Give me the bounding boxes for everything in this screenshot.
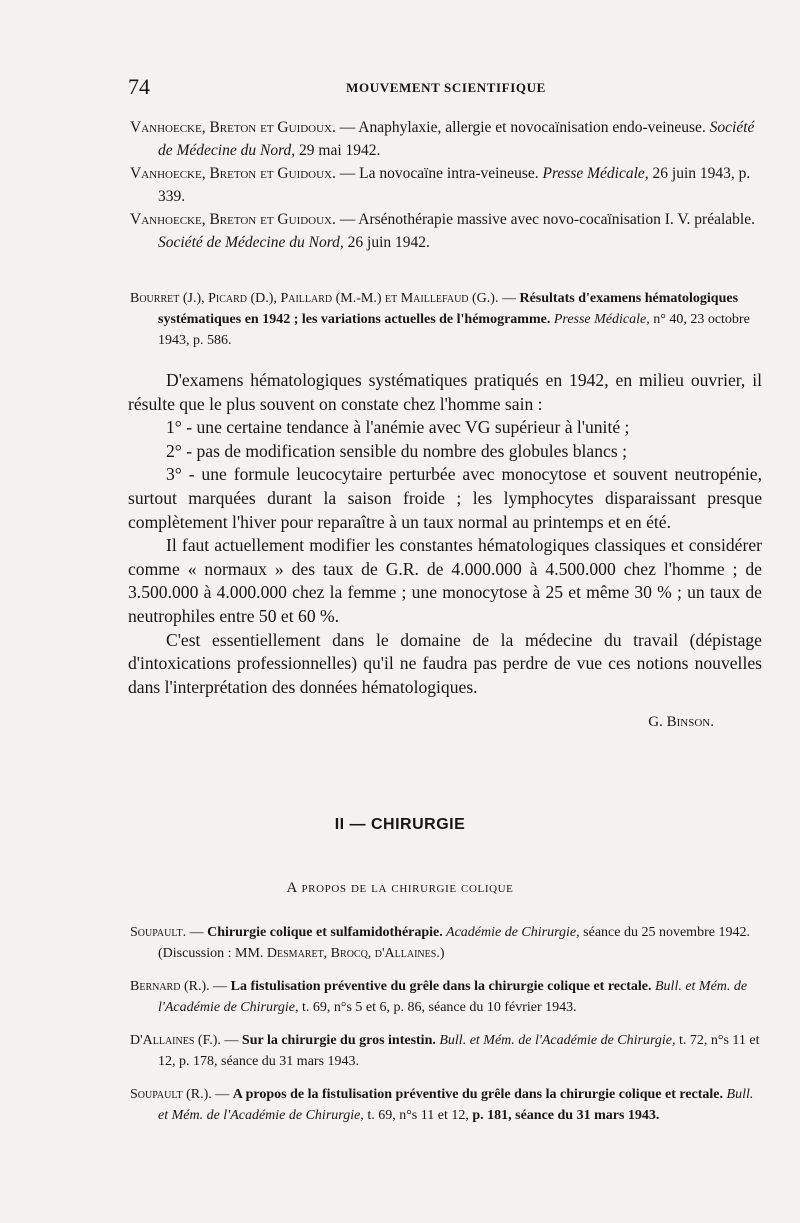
list-item: 1° - une certaine tendance à l'anémie avec VG supérieur à l'unité ; bbox=[166, 417, 630, 438]
reference-item: Soupault. — Chirurgie colique et sulfamidothérapie. Académie de Chirurgie, séance du 25 novembre 1942. (Discussion : MM. Desmaret, Brocq, d'Allaines.) bbox=[130, 925, 750, 961]
references-top bbox=[130, 116, 762, 254]
reference-item: Vanhoecke, Breton et Guidoux. — La novocaïne intra-veineuse. Presse Médicale, 26 juin 1943, p. 339. bbox=[130, 165, 751, 205]
subsection-title: A propos de la chirurgie colique bbox=[286, 880, 514, 896]
paragraph: D'examens hématologiques systématiques pratiqués en 1942, en milieu ouvrier, il résulte que le plus souvent on constate chez l'homme sain : bbox=[128, 370, 762, 414]
reference-item: Vanhoecke, Breton et Guidoux. — Arsénothérapie massive avec novo-cocaïnisation I. V. préalable. Société de Médecine du Nord, 26 juin 1942. bbox=[130, 211, 755, 251]
page-header bbox=[128, 74, 764, 102]
list-item: 2° - pas de modification sensible du nombre des globules blancs ; bbox=[166, 440, 627, 461]
paragraph: C'est essentiellement dans le domaine de la médecine du travail (dépistage d'intoxications professionnelles) qu'il ne faudra pas perdre de vue ces notions nouvelles dans l'interprétation des données hématologiques. bbox=[128, 629, 762, 697]
list-item: 3° - une formule leucocytaire perturbée avec monocytose et souvent neutropénie, surtout marquées durant la saison froide ; les lymphocytes disparaissant presque complètement l'hiver pour reparaître à un taux normal au printemps et en été. bbox=[128, 464, 762, 532]
reference-item: Bernard (R.). — La fistulisation préventive du grêle dans la chirurgie colique et rectale. Bull. et Mém. de l'Académie de Chirurgie, t. 69, n°s 5 et 6, p. 86, séance du 10 février 1943. bbox=[130, 979, 748, 1015]
paragraph: Il faut actuellement modifier les constantes hématologiques classiques et considérer comme « normaux » des taux de G.R. de 4.000.000 à 4.500.000 chez l'homme ; de 3.500.000 à 4.000.000 chez la femme ; une monocytose à 25 et même 30 % ; un taux de neutrophiles entre 50 et 60 %. bbox=[128, 535, 762, 626]
reference-item: Vanhoecke, Breton et Guidoux. — Anaphylaxie, allergie et novocaïnisation endo-veineuse. Société de Médecine du Nord, 29 mai 1942. bbox=[130, 119, 755, 159]
reference-item: Bourret (J.), Picard (D.), Paillard (M.-M.) et Maillefaud (G.). — Résultats d'examens hématologiques systématiques en 1942 ; les variations actuelles de l'hémogramme. Presse Médicale, n° 40, 23 octobre 1943, p. 586. bbox=[130, 291, 750, 348]
article-body bbox=[128, 369, 762, 746]
running-head: MOUVEMENT SCIENTIFIQUE bbox=[346, 80, 546, 95]
signature: G. Binson. bbox=[648, 714, 714, 731]
section-title: II — CHIRURGIE bbox=[334, 816, 466, 833]
reference-item: Soupault (R.). — A propos de la fistulisation préventive du grêle dans la chirurgie colique et rectale. Bull. et Mém. de l'Académie de Chirurgie, t. 69, n°s 11 et 12, p. 181, séance du 31 mars 1943. bbox=[130, 1087, 754, 1123]
bourret-reference bbox=[130, 288, 762, 351]
references-surgery bbox=[130, 922, 762, 1126]
page-number: 74 bbox=[128, 74, 150, 99]
reference-item: D'Allaines (F.). — Sur la chirurgie du gros intestin. Bull. et Mém. de l'Académie de Chirurgie, t. 72, n°s 11 et 12, p. 178, séance du 31 mars 1943. bbox=[130, 1033, 760, 1069]
